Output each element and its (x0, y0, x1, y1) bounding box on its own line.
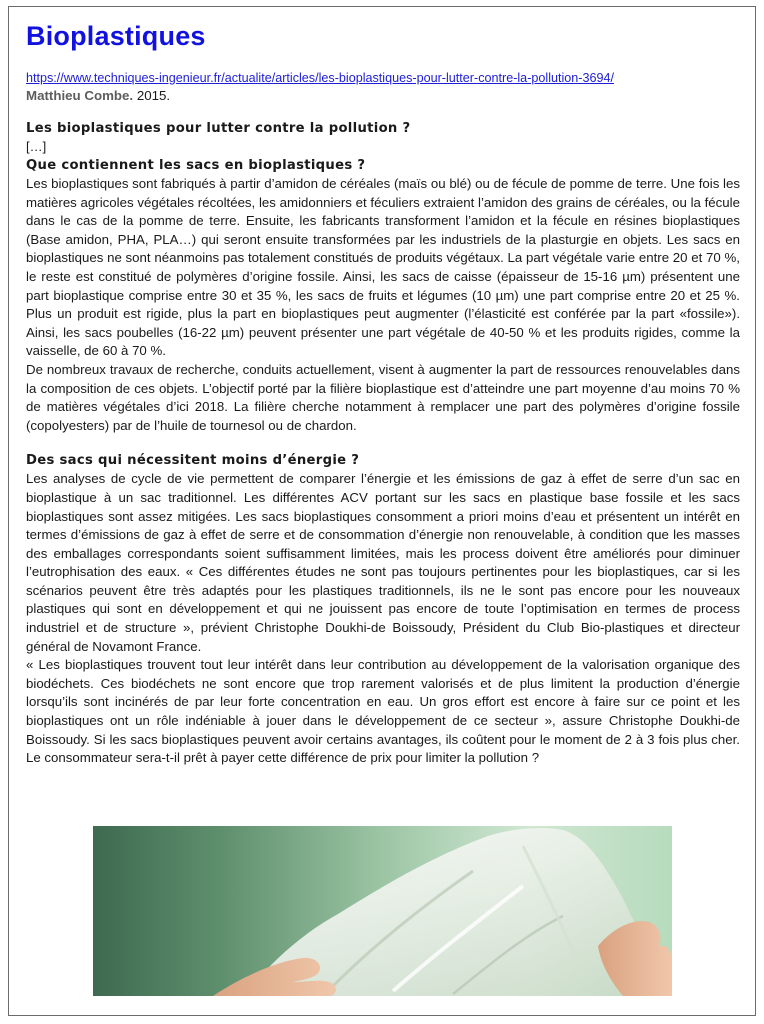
source-link[interactable]: https://www.techniques-ingenieur.fr/actualite/articles/les-bioplastiques-pour-lutter-contre-la-pollution-3694/ (26, 71, 615, 85)
section-heading-pollution: Les bioplastiques pour lutter contre la pollution ? (26, 121, 411, 136)
omitted-text-marker: […] (26, 139, 47, 154)
plastic-bag-hands-photo (93, 826, 672, 996)
section-heading-contents: Que contiennent les sacs en bioplastiques ? (26, 158, 366, 173)
paragraph-research: De nombreux travaux de recherche, conduits actuellement, visent à augmenter la part de ressources renouvelables dans la composition de ces objets. L’objectif porté par la filière bioplastique est d’atteindre une part moyenne d’au moins 70 % de matières végétales d’ici 2018. La filière cherche notamment à remplacer une part des polymères d’origine fossile (copolyesters) par de l’huile de tournesol ou de chardon. (26, 361, 740, 433)
author-name: Matthieu Combe. (26, 88, 134, 103)
document-title: Bioplastiques (26, 21, 206, 51)
author-line (26, 87, 740, 105)
document-body (26, 18, 740, 768)
photo-illustration (93, 826, 672, 996)
section-spacer (26, 435, 740, 451)
paragraph-biowaste: « Les bioplastiques trouvent tout leur intérêt dans leur contribution au développement de la valorisation organique des biodéchets. Ces biodéchets ne sont encore que trop rarement valorisés et de plus limitent la production d’énergie lorsqu’ils sont incinérés de par leur forte concentration en eau. Un gros effort est encore à faire sur ce point et les bioplastiques ont un rôle indéniable à jouer dans le développement de ce secteur », assure Christophe Doukhi-de Boissoudy. Si les sacs bioplastiques peuvent avoir certains avantages, ils coûtent pour le moment de 2 à 3 fois plus cher. Le consommateur sera-t-il prêt à payer cette différence de prix pour limiter la pollution ? (26, 657, 740, 766)
publication-year: 2015. (133, 88, 171, 103)
section-heading-energy: Des sacs qui nécessitent moins d’énergie ? (26, 453, 360, 469)
paragraph-life-cycle: Les analyses de cycle de vie permettent de comparer l’énergie et les émissions de gaz à effet de serre d’un sac en bioplastique à un sac traditionnel. Les différentes ACV portant sur les sacs en plastique base fossile et les sacs bioplastiques sont assez mitigées. Les sacs bioplastiques consomment a priori moins d’eau et présentent un intérêt en termes d’émissions de gaz à effet de serre et de consommation d’énergie non renouvelable, à condition que les masses des emballages correspondants soient suffisamment limitées, mais les process doivent être améliorés pour diminuer l’eutrophisation des eaux. « Ces différentes études ne sont pas toujours pertinentes pour les bioplastiques, car si les scénarios peuvent être très adaptés pour les plastiques traditionnels, ils ne le sont pas encore pour les nouveaux plastiques qui sont en développement et qui ne jouissent pas encore de toute l’optimisation en termes de process industriel et de structure », prévient Christophe Doukhi-de Boissoudy, Président du Club Bio-plastiques et directeur général de Novamont France. (26, 471, 740, 654)
paragraph-composition: Les bioplastiques sont fabriqués à partir d’amidon de céréales (maïs ou blé) ou de fécule de pomme de terre. Une fois les matières agricoles végétales récoltées, les amidonniers et féculiers extraient l’amidon des grains de céréales, ou la fécule dans le cas de la pomme de terre. Ensuite, les fabricants transforment l’amidon et la fécule en résines bioplastiques (Base amidon, PHA, PLA…) qui seront ensuite transformées par les industriels de la plasturgie en objets. Les sacs en bioplastiques ne sont néanmoins pas totalement constitués de produits végétaux. La part végétale varie entre 20 et 70 %, le reste est constitué de polymères d’origine fossile. Ainsi, les sacs de caisse (épaisseur de 15-16 µm) présentent une part bioplastique comprise entre 30 et 35 %, les sacs de fruits et légumes (10 µm) une part comprise entre 20 et 25 %. Plus un produit est rigide, plus la part en bioplastiques peut augmenter (l’élasticité est conférée par la part «fossile»). Ainsi, les sacs poubelles (16-22 µm) peuvent présenter une part végétale de 40-50 % et les produits rigides, comme la vaisselle, de 60 à 70 %. (26, 176, 740, 359)
